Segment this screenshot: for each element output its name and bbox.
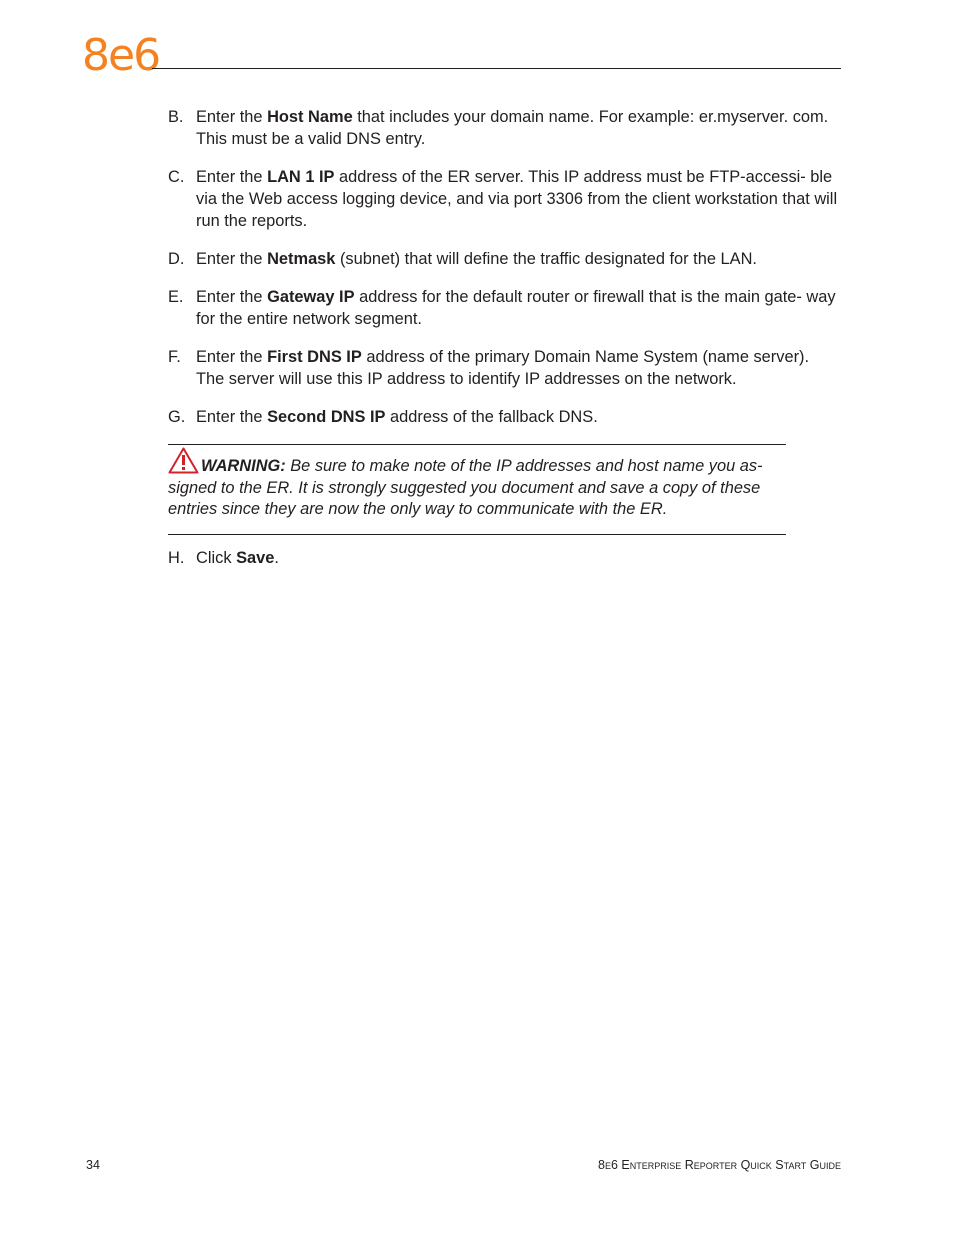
step-letter: F. (168, 348, 181, 366)
warning-text: Be sure to make note of the IP addresses and host name you as- signed to the ER. It is strongly suggested you document and save a copy of these entries since they are now the only way to communicate with the ER. (168, 457, 763, 518)
step-text: address of the primary Domain Name System (name server). The server will use this IP address to identify IP addresses on the network. (196, 348, 810, 388)
field-name: LAN 1 IP (267, 168, 335, 186)
step-text: address of the fallback DNS. (385, 408, 598, 426)
save-label: Save (236, 549, 275, 567)
footer-title: 8e6 Enterprise Reporter Quick Start Guide (598, 1158, 841, 1172)
step-letter: D. (168, 250, 185, 268)
step-text: Enter the (196, 348, 268, 366)
step-letter: G. (168, 408, 186, 426)
field-name: Host Name (267, 108, 353, 126)
step-e (168, 286, 840, 330)
step-text: Click (196, 549, 237, 567)
step-letter: C. (168, 168, 185, 186)
step-d (168, 248, 840, 270)
step-g (168, 406, 840, 428)
step-c (168, 166, 840, 232)
step-text: Enter the (196, 250, 268, 268)
brand-logo: 8e6 (82, 30, 160, 81)
page-number: 34 (86, 1158, 100, 1172)
step-text: Enter the (196, 168, 268, 186)
step-letter: E. (168, 288, 184, 306)
step-text: address for the default router or firewall that is the main gate- way for the entire network segment. (196, 288, 836, 328)
warning-box (168, 444, 786, 535)
field-name: Gateway IP (267, 288, 355, 306)
step-text: Enter the (196, 108, 268, 126)
field-name: Netmask (267, 250, 336, 268)
step-b (168, 106, 840, 150)
field-name: Second DNS IP (267, 408, 386, 426)
warning-label: WARNING: (201, 457, 286, 475)
step-text: (subnet) that will define the traffic designated for the LAN. (335, 250, 757, 268)
step-letter: H. (168, 549, 185, 567)
step-text: address of the ER server. This IP address must be FTP-accessi- ble via the Web access logging device, and via port 3306 from the client workstation that will run the reports. (196, 168, 838, 230)
step-letter: B. (168, 108, 184, 126)
header-rule (152, 68, 841, 69)
field-name: First DNS IP (267, 348, 362, 366)
step-h (168, 547, 868, 569)
step-text: Enter the (196, 408, 268, 426)
step-text: . (274, 549, 279, 567)
step-text: that includes your domain name. For example: er.myserver. com. This must be a valid DNS entry. (196, 108, 829, 148)
step-text: Enter the (196, 288, 268, 306)
warning-triangle-icon (168, 447, 199, 474)
step-f (168, 346, 840, 390)
steps-list (168, 106, 840, 444)
